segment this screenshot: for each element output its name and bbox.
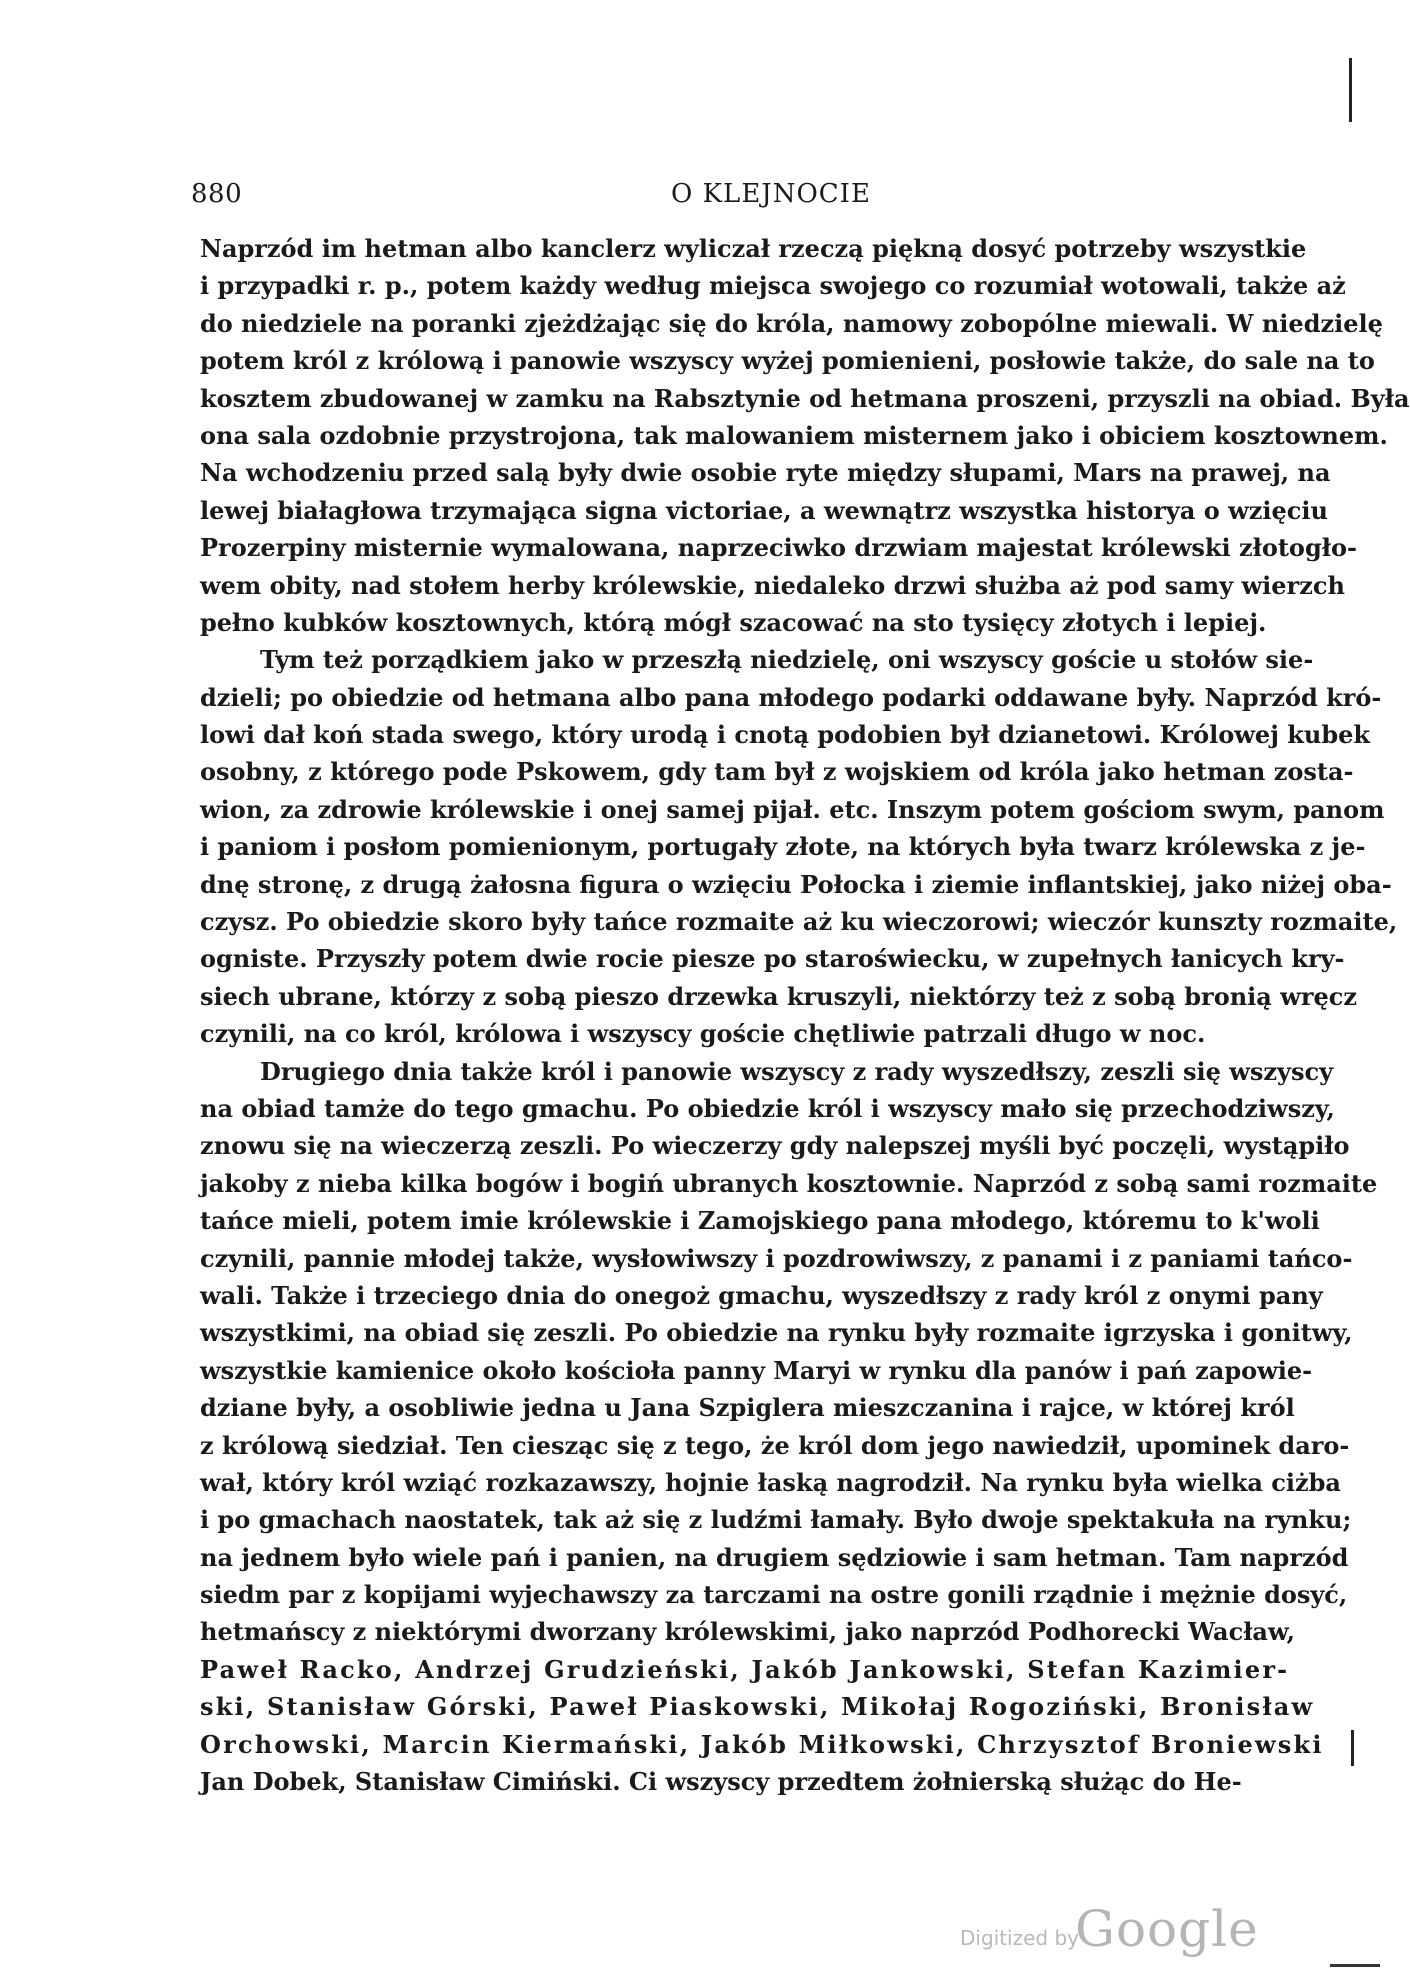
text-line: potem król z królową i panowie wszyscy wyżej pomienieni, posłowie także, do sale na to bbox=[200, 346, 1375, 376]
text-line: Orchowski, Marcin Kiermański, Jakób Miłkowski, Chrzysztof Broniewski bbox=[200, 1729, 1324, 1759]
text-line: i po gmachach naostatek, tak aż się z ludźmi łamały. Było dwoje spektakuła na rynku; bbox=[200, 1505, 1352, 1535]
text-line: wion, za zdrowie królewskie i onej samej pijał. etc. Inszym potem gościom swym, panom bbox=[200, 794, 1385, 824]
text-line: i przypadki r. p., potem każdy według miejsca swojego co rozumiał wotowali, także aż bbox=[200, 271, 1346, 301]
text-line: znowu się na wieczerzą zeszli. Po wieczerzy gdy nalepszej myśli być poczęli, wystąpiło bbox=[200, 1131, 1350, 1161]
text-line: kosztem zbudowanej w zamku na Rabsztynie od hetmana proszeni, przyszli na obiad. Była bbox=[200, 383, 1410, 413]
body-text bbox=[200, 230, 1410, 1800]
text-line: Jan Dobek, Stanisław Cimiński. Ci wszyscy przedtem żołnierską służąc do He- bbox=[200, 1767, 1242, 1797]
text-line: osobny, z którego pode Pskowem, gdy tam był z wojskiem od króla jako hetman zosta- bbox=[200, 757, 1354, 787]
scan-watermark bbox=[960, 1900, 1260, 1960]
text-line: siech ubrane, którzy z sobą pieszo drzewka kruszyli, niektórzy też z sobą bronią wręcz bbox=[200, 981, 1357, 1011]
text-line: lowi dał koń stada swego, który urodą i cnotą podobien był dzianetowi. Królowej kubek bbox=[200, 720, 1370, 750]
text-line: dziane były, a osobliwie jedna u Jana Szpiglera mieszczanina i rajce, w której król bbox=[200, 1393, 1295, 1423]
text-line: do niedziele na poranki zjeżdżając się do króla, namowy zobopólne miewali. W niedzielę bbox=[200, 308, 1383, 338]
text-line: wał, który król wziąć rozkazawszy, hojnie łaską nagrodził. Na rynku była wielka ciżba bbox=[200, 1467, 1341, 1497]
text-line: siedm par z kopijami wyjechawszy za tarczami na ostre gonili rządnie i mężnie dosyć, bbox=[200, 1580, 1348, 1610]
page-number: 880 bbox=[191, 179, 243, 209]
text-line: pełno kubków kosztownych, którą mógł szacować na sto tysięcy złotych i lepiej. bbox=[200, 607, 1267, 637]
watermark-caption: Digitized by bbox=[960, 1926, 1079, 1950]
watermark-logo: Google bbox=[1075, 1900, 1259, 1958]
margin-mark bbox=[1351, 1730, 1354, 1766]
text-line: na obiad tamże do tego gmachu. Po obiedzie król i wszyscy mało się przechodziwszy, bbox=[200, 1093, 1335, 1123]
text-line: ski, Stanisław Górski, Paweł Piaskowski, Mikołaj Rogoziński, Bronisław bbox=[200, 1692, 1315, 1722]
text-line: lewej białagłowa trzymająca signa victoriae, a wewnątrz wszystka historya o wzięciu bbox=[200, 495, 1328, 525]
text-line: na jednem było wiele pań i panien, na drugiem sędziowie i sam hetman. Tam naprzód bbox=[200, 1542, 1349, 1572]
text-line: wali. Także i trzeciego dnia do onegoż gmachu, wyszedłszy z rady król z onymi pany bbox=[200, 1280, 1323, 1310]
text-line: jakoby z nieba kilka bogów i bogiń ubranych kosztownie. Naprzód z sobą sami rozmaite bbox=[200, 1168, 1378, 1198]
text-line: czysz. Po obiedzie skoro były tańce rozmaite aż ku wieczorowi; wieczór kunszty rozmaite, bbox=[200, 907, 1398, 937]
text-line: Prozerpiny misternie wymalowana, naprzeciwko drzwiam majestat królewski złotogło- bbox=[200, 533, 1357, 563]
text-line: Na wchodzeniu przed salą były dwie osobie ryte między słupami, Mars na prawej, na bbox=[200, 458, 1331, 488]
text-line: tańce mieli, potem imie królewskie i Zamojskiego pana młodego, któremu to k'woli bbox=[200, 1206, 1320, 1236]
text-line: i paniom i posłom pomienionym, portugały złote, na których była twarz królewska z je- bbox=[200, 832, 1366, 862]
scan-edge-mark bbox=[1330, 1964, 1380, 1967]
text-line: dzieli; po obiedzie od hetmana albo pana młodego podarki oddawane były. Naprzód kró- bbox=[200, 682, 1382, 712]
text-line: czynili, pannie młodej także, wysłowiwszy i pozdrowiwszy, z panami i z paniami tańco- bbox=[200, 1243, 1353, 1273]
text-line: Tym też porządkiem jako w przeszłą niedzielę, oni wszyscy goście u stołów sie- bbox=[260, 645, 1314, 675]
text-line: wszystkimi, na obiad się zeszli. Po obiedzie na rynku były rozmaite igrzyska i gonitwy, bbox=[200, 1318, 1353, 1348]
text-line: wem obity, nad stołem herby królewskie, niedaleko drzwi służba aż pod samy wierzch bbox=[200, 570, 1345, 600]
text-line: wszystkie kamienice około kościoła panny Maryi w rynku dla panów i pań zapowie- bbox=[200, 1355, 1313, 1385]
text-line: ogniste. Przyszły potem dwie rocie piesze po staroświecku, w zupełnych łanicych kry- bbox=[200, 944, 1345, 974]
text-line: hetmańscy z niektórymi dworzany królewskimi, jako naprzód Podhorecki Wacław, bbox=[200, 1617, 1296, 1647]
text-line: ona sala ozdobnie przystrojona, tak malowaniem misternem jako i obiciem kosztownem. bbox=[200, 420, 1388, 450]
text-line: Naprzód im hetman albo kanclerz wyliczał rzeczą piękną dosyć potrzeby wszystkie bbox=[200, 234, 1307, 263]
page-header bbox=[191, 173, 1271, 213]
text-line: Paweł Racko, Andrzej Grudzieński, Jakób Jankowski, Stefan Kazimier- bbox=[200, 1654, 1290, 1684]
text-line: z królową siedział. Ten ciesząc się z tego, że król dom jego nawiedził, upominek daro- bbox=[200, 1430, 1350, 1460]
running-title: O KLEJNOCIE bbox=[671, 179, 871, 209]
text-line: Drugiego dnia także król i panowie wszyscy z rady wyszedłszy, zeszli się wszyscy bbox=[260, 1056, 1334, 1086]
margin-mark bbox=[1349, 58, 1352, 122]
text-line: dnę stronę, z drugą żałosna figura o wzięciu Połocka i ziemie inflantskiej, jako niżej oba- bbox=[200, 869, 1392, 899]
text-line: czynili, na co król, królowa i wszyscy goście chętliwie patrzali długo w noc. bbox=[200, 1019, 1206, 1049]
